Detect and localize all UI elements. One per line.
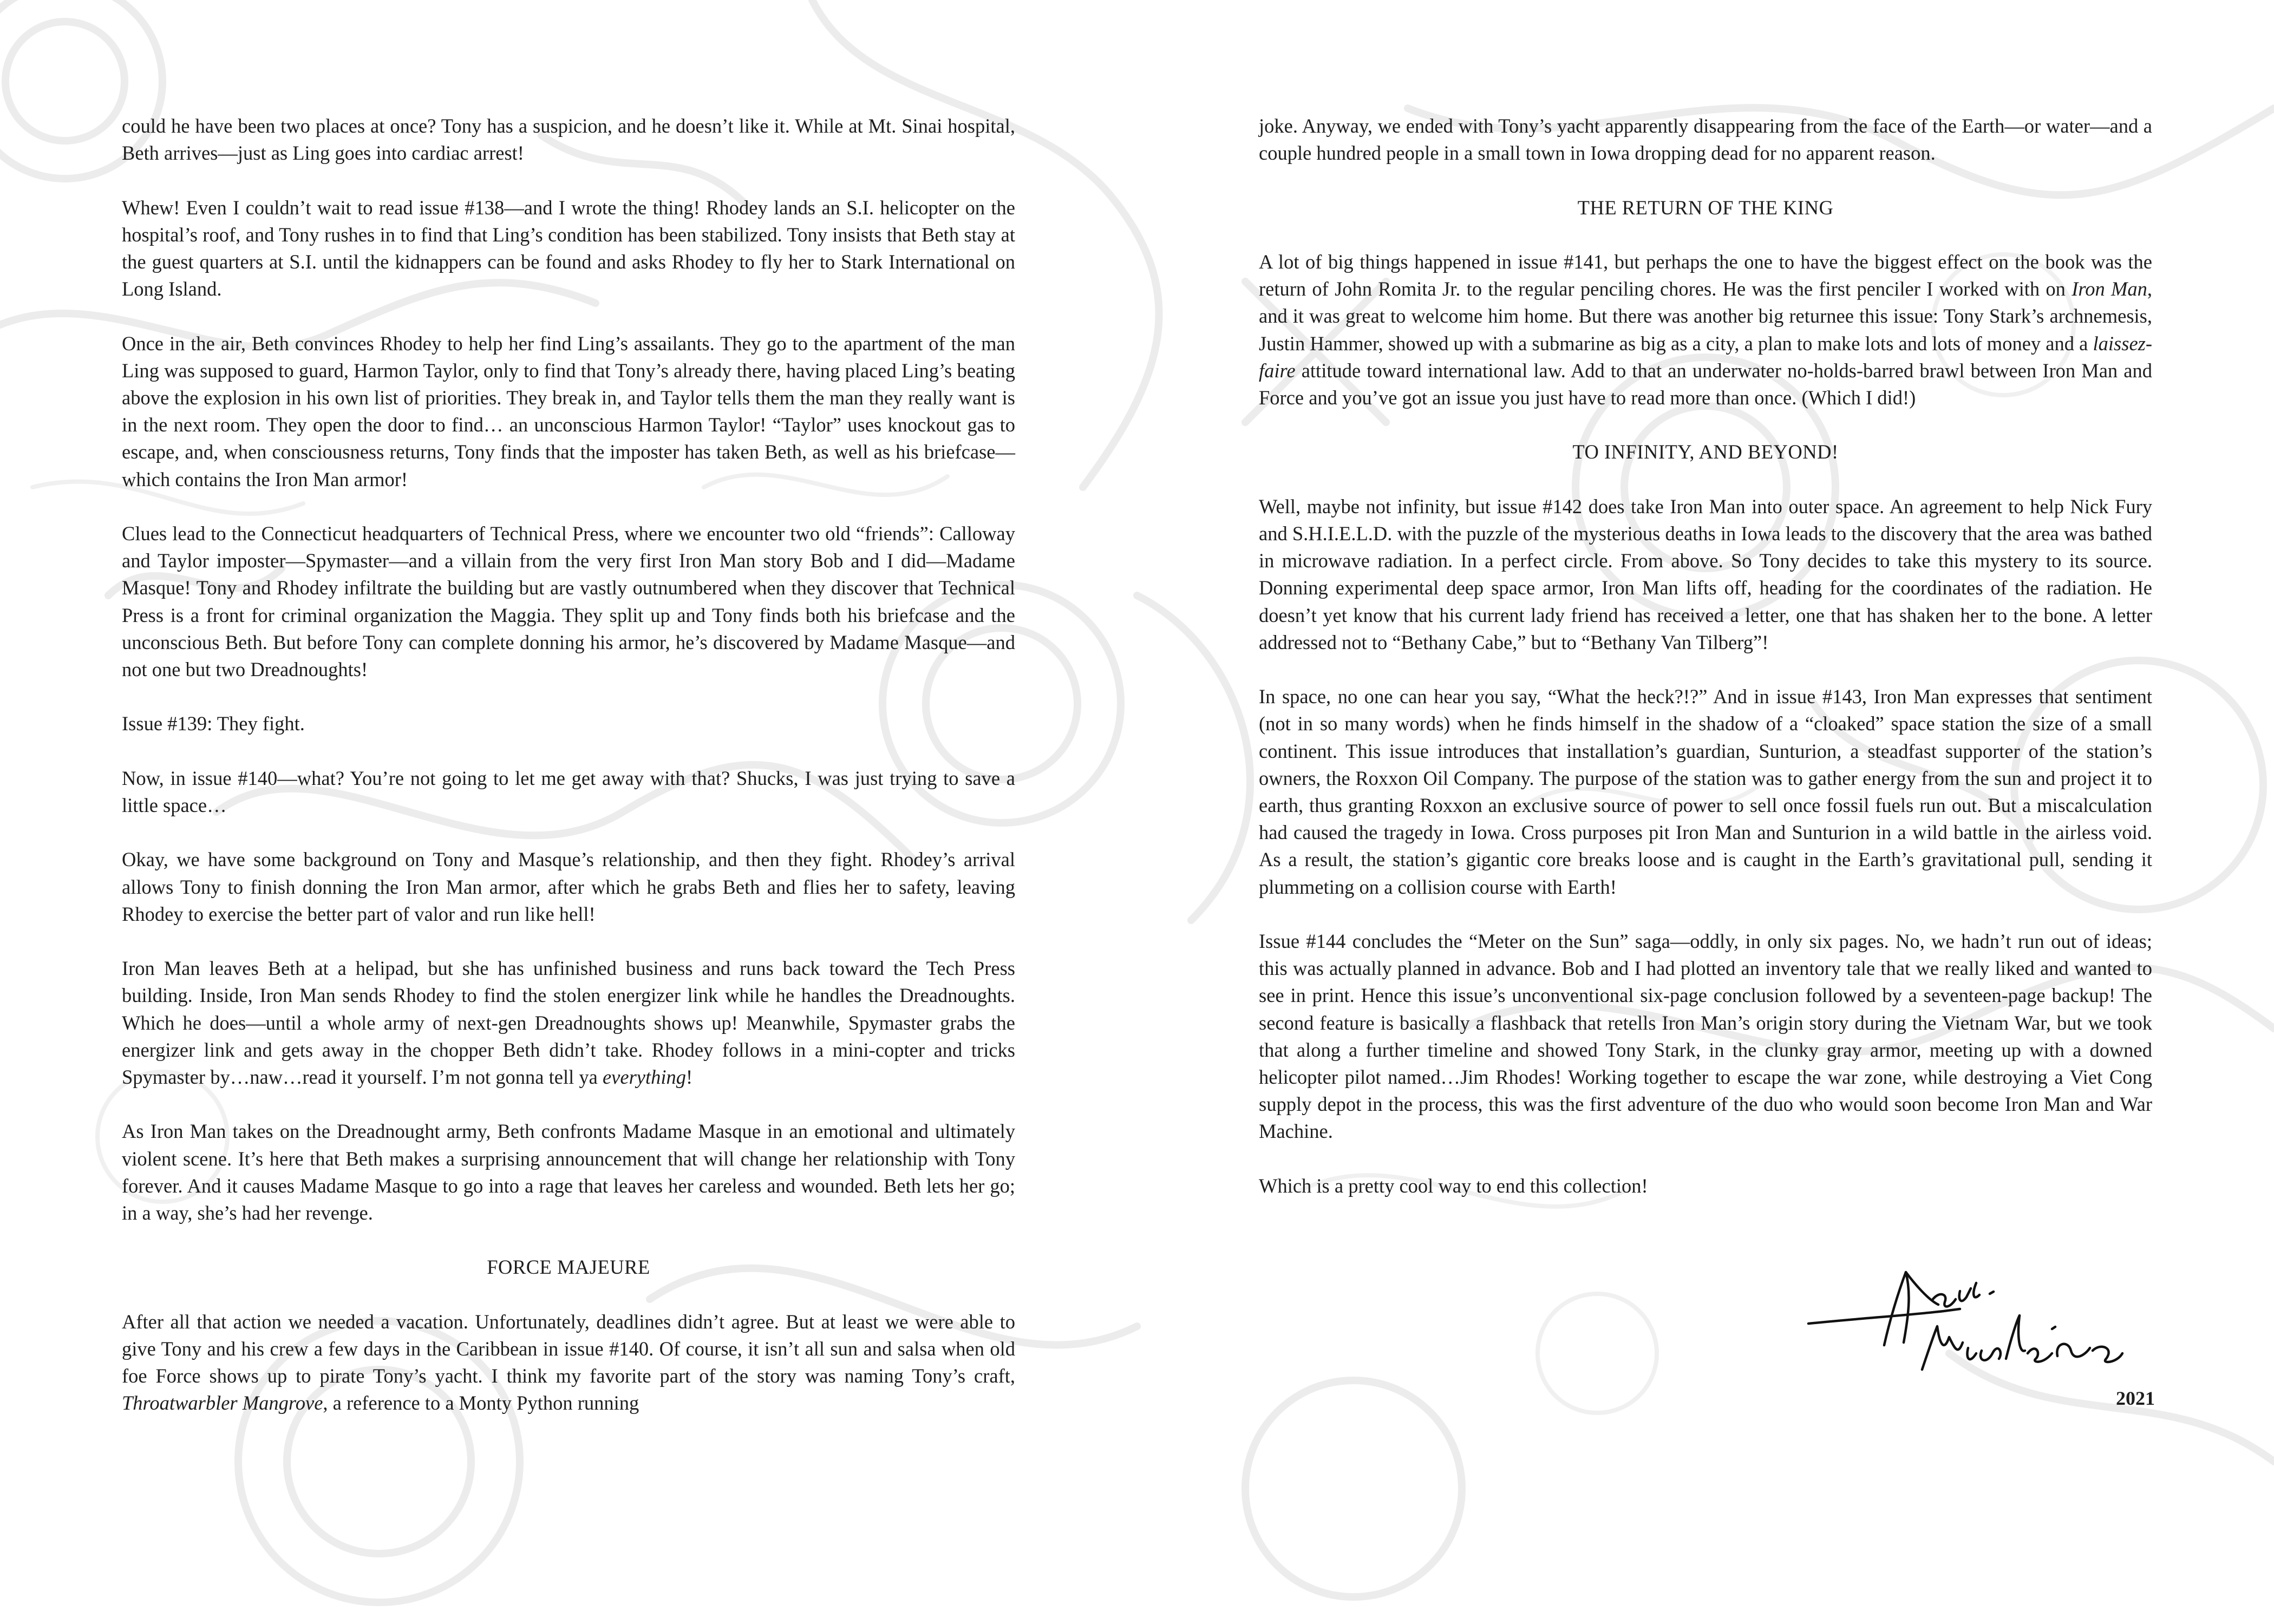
left-paragraph-3: Once in the air, Beth convinces Rhodey to help her find Ling’s assailants. They go to the apartment of the man Ling was supposed to guard, Harmon Taylor, only to find that Tony’s already there, having placed Ling’s beating above the explosion in his own list of priorities. They break in, and Taylor tells them the man they really want is in the next room. They open the door to find… an unconscious Harmon Taylor! “Taylor” uses knockout gas to escape, and, when consciousness returns, Tony finds that the imposter has taken Beth, as well as his briefcase—which contains the Iron Man armor! — [122, 332, 1015, 490]
left-paragraph-10-end: , a reference to a Monty Python running — [323, 1392, 639, 1415]
right-paragraph-4: In space, no one can hear you say, “What the heck?!?” And in issue #143, Iron Man expresses that sentiment (not in so many words) when he finds himself in the shadow of a “cloaked” space station the size of a small continent. This issue introduces that installation’s guardian, Sunturion, a steadfast supporter of the station’s owners, the Roxxon Oil Company. The purpose of the station was to gather energy from the sun and project it to earth, thus granting Roxxon an exclusive source of power to sell once fossil fuels run out. But a miscalculation had caused the tragedy in Iowa. Cross purposes pit Iron Man and Sunturion in a wild battle in the airless void. As a result, the station’s gigantic core breaks loose and is caught in the Earth’s gravitational pull, sending it plummeting on a collision course with Earth! — [1259, 685, 2152, 898]
right-page-column — [1259, 113, 2152, 1227]
right-paragraph-6: Which is a pretty cool way to end this collection! — [1259, 1174, 1648, 1197]
right-paragraph-2-emphasis-2: laissez-faire — [1259, 332, 2152, 382]
left-page-column — [122, 113, 1015, 1444]
section-heading-return-of-the-king: THE RETURN OF THE KING — [1577, 196, 1834, 219]
left-paragraph-9: As Iron Man takes on the Dreadnought army, Beth confronts Madame Masque in an emotional and ultimately violent scene. It’s here that Beth makes a surprising announcement that will change her relationship with Tony forever. And it causes Madame Masque to go into a rage that leaves her careless and wounded. Beth lets her go; in a way, she’s had her revenge. — [122, 1120, 1015, 1224]
left-paragraph-10-emphasis: Throatwarbler Mangrove — [122, 1392, 323, 1415]
right-paragraph-3: Well, maybe not infinity, but issue #142 does take Iron Man into outer space. An agreement to help Nick Fury and S.H.I.E.L.D. with the puzzle of the mysterious deaths in Iowa leads to the discovery that the area was bathed in microwave radiation. In a perfect circle. From above. So Tony decides to take this mystery to its source. Donning experimental deep space armor, Iron Man lifts off, heading for the coordinates of the radiation. He doesn’t yet know that his current lady friend has received a letter, one that has shaken her to the bone. A letter addressed not to “Bethany Cabe,” but to “Bethany Van Tilberg”! — [1259, 495, 2152, 653]
right-paragraph-2-text-c: attitude toward international law. Add to that an underwater no-holds-barred brawl between Iron Man and Force and you’ve got an issue you just have to read more than once. (Which I did!) — [1259, 359, 2152, 409]
author-signature-block — [1798, 1261, 2155, 1424]
right-paragraph-2-emphasis-1: Iron Man — [2072, 278, 2147, 300]
left-paragraph-4: Clues lead to the Connecticut headquarters of Technical Press, where we encounter two old “friends”: Calloway and Taylor imposter—Spymaster—and a villain from the very first Iron Man story Bob and I did—Madame Masque! Tony and Rhodey infiltrate the building but are vastly outnumbered when they discover that Technical Press is a front for criminal organization the Maggia. They split up and Tony finds both his briefcase and the unconscious Beth. But before Tony can complete donning his armor, he’s discovered by Madame Masque—and not one but two Dreadnoughts! — [122, 522, 1015, 681]
signature-year: 2021 — [2116, 1387, 2155, 1409]
left-paragraph-8 — [122, 955, 1015, 1091]
handwritten-signature — [1798, 1261, 2133, 1386]
left-paragraph-8-emphasis: everything — [602, 1066, 687, 1088]
right-paragraph-2-text-a: A lot of big things happened in issue #141, but perhaps the one to have the biggest effect on the book was the return of John Romita Jr. to the regular penciling chores. He was the first penciler I worked with on — [1259, 250, 2152, 300]
left-paragraph-2: Whew! Even I couldn’t wait to read issue #138—and I wrote the thing! Rhodey lands an S.I. helicopter on the hospital’s roof, and Tony rushes in to find that Ling’s condition has been stabilized. Tony insists that Beth stay at the guest quarters at S.I. until the kidnappers can be found and asks Rhodey to fly her to Stark International on Long Island. — [122, 196, 1015, 300]
right-paragraph-5: Issue #144 concludes the “Meter on the Sun” saga—oddly, in only six pages. No, we hadn’t run out of ideas; this was actually planned in advance. Bob and I had plotted an inventory tale that we really liked and wanted to see in print. Hence this issue’s unconventional six-page conclusion followed by a seventeen-page backup! The second feature is basically a flashback that retells Iron Man’s origin story during the Vietnam War, but we took that along a further timeline and showed Tony Stark, in the clunky gray armor, meeting up with a downed helicopter pilot named…Jim Rhodes! Working together to escape the war zone, while destroying a Viet Cong supply depot in the process, this was the first adventure of the duo who would soon become Iron Man and War Machine. — [1259, 930, 2152, 1143]
left-paragraph-8-text: Iron Man leaves Beth at a helipad, but she has unfinished business and runs back toward the Tech Press building. Inside, Iron Man sends Rhodey to find the stolen energizer link while he handles the Dreadnoughts. Which he does—until a whole army of next-gen Dreadnoughts shows up! Meanwhile, Spymaster grabs the energizer link and gets away in the chopper Beth didn’t take. Rhodey follows in a mini-copter and tricks Spymaster by…naw…read it yourself. I’m not gonna tell ya — [122, 957, 1015, 1088]
right-paragraph-1: joke. Anyway, we ended with Tony’s yacht apparently disappearing from the face of the Earth—or water—and a couple hundred people in a small town in Iowa dropping dead for no apparent reason. — [1259, 115, 2152, 165]
right-paragraph-2 — [1259, 248, 2152, 411]
right-paragraph-2-text-b: , and it was great to welcome him home. But there was another big returnee this issue: Tony Stark’s archnemesis, Justin Hammer, showed up with a submarine as big as a city, a plan to make lots and lots of money and a — [1259, 278, 2152, 355]
left-paragraph-8-end: ! — [686, 1066, 693, 1088]
left-paragraph-1: could he have been two places at once? Tony has a suspicion, and he doesn’t like it. While at Mt. Sinai hospital, Beth arrives—just as Ling goes into cardiac arrest! — [122, 115, 1015, 165]
left-paragraph-10 — [122, 1308, 1015, 1417]
left-paragraph-7: Okay, we have some background on Tony and Masque’s relationship, and then they fight. Rhodey’s arrival allows Tony to finish donning the Iron Man armor, after which he grabs Beth and flies her to safety, leaving Rhodey to exercise the better part of valor and run like hell! — [122, 848, 1015, 925]
left-paragraph-6: Now, in issue #140—what? You’re not going to let me get away with that? Shucks, I was just trying to save a little space… — [122, 767, 1015, 816]
left-paragraph-5: Issue #139: They fight. — [122, 712, 305, 735]
section-heading-to-infinity: TO INFINITY, AND BEYOND! — [1572, 441, 1839, 463]
section-heading-force-majeure: FORCE MAJEURE — [487, 1256, 650, 1279]
left-paragraph-10-text: After all that action we needed a vacation. Unfortunately, deadlines didn’t agree. But at least we were able to give Tony and his crew a few days in the Caribbean in issue #140. Of course, it isn’t all sun and salsa when old foe Force shows up to pirate Tony’s yacht. I think my favorite part of the story was naming Tony’s craft, — [122, 1310, 1015, 1387]
